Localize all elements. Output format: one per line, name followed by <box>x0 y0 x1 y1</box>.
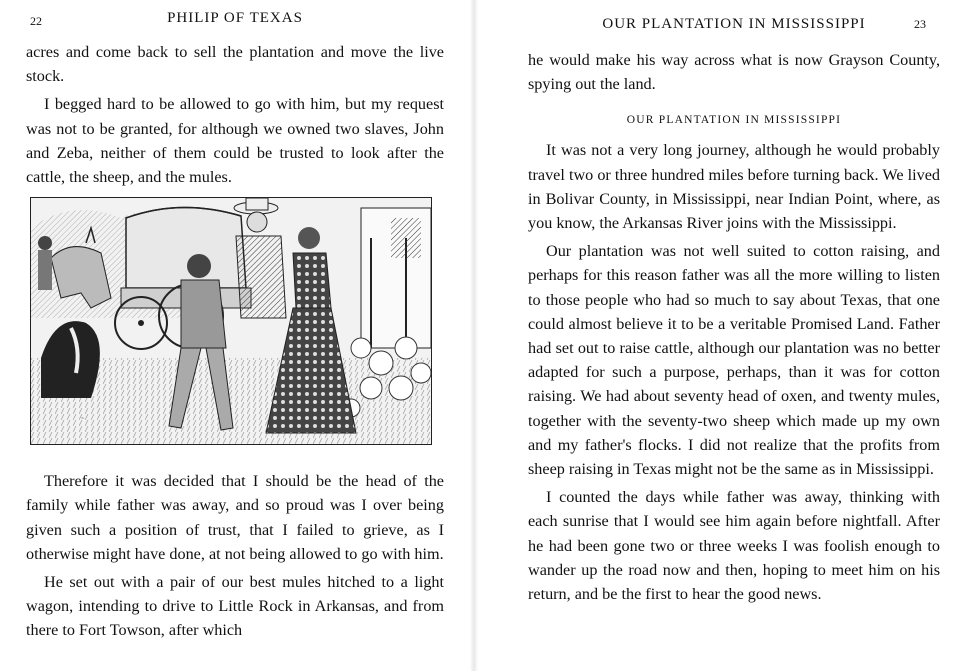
right-paragraph-3: Our plantation was not well suited to cotton raising, and perhaps for this reason father was all the more willing to listen to those people who had so much to say about Texas, that one could almost believe it to be a veritable Promised Land. Father had set out to raise cattle, although our plantation was no better adapted for such a purpose, perhaps, than it was for cotton raising. We had about seventy head of oxen, and twenty mules, together with the seventy-two sheep which made up my own and my father's flocks. I did not realize that the profits from sheep raising in Texas might not be the same as in Mississippi. <box>528 242 940 479</box>
right-page-number: 23 <box>914 17 926 31</box>
left-body-top <box>26 40 444 189</box>
left-page-header <box>26 0 444 40</box>
book-illustration <box>30 197 432 445</box>
right-body <box>528 48 940 606</box>
svg-text:~: ~ <box>81 416 84 423</box>
right-page <box>478 0 954 671</box>
left-running-head: PHILIP OF TEXAS <box>167 10 303 26</box>
right-page-header <box>528 0 940 40</box>
right-paragraph-2: It was not a very long journey, although he would probably travel two or three hundred miles before turning back. We lived in Bolivar County, in Mississippi, near Indian Point, where, as you know, the Arkansas River joins with the Mississippi. <box>528 141 940 233</box>
book-gutter <box>470 0 478 671</box>
right-paragraph-4: I counted the days while father was away, thinking with each sunrise that I would see him again before nightfall. After he had been gone two or three weeks I was foolish enough to wander up the road now and then, hoping to meet him on his return, and be the first to hear the good news. <box>528 488 940 604</box>
left-paragraph-1: acres and come back to sell the plantation and move the live stock. <box>26 43 444 86</box>
left-paragraph-2: I begged hard to be allowed to go with him, but my request was not to be granted, for although we owned two slaves, John and Zeba, neither of them could be trusted to look after the cattle, the sheep, and the mules. <box>26 95 444 187</box>
right-running-head: OUR PLANTATION IN MISSISSIPPI <box>602 16 866 32</box>
left-page <box>0 0 470 671</box>
section-heading: OUR PLANTATION IN MISSISSIPPI <box>626 114 842 127</box>
right-paragraph-1: he would make his way across what is now Grayson County, spying out the land. <box>528 51 940 94</box>
left-body-bottom <box>26 469 444 642</box>
left-paragraph-3: Therefore it was decided that I should be the head of the family while father was away, and so proud was I over being given such a position of trust, that I failed to grieve, as I otherwise might have done, at not being allowed to go with him. <box>26 472 444 563</box>
left-page-number: 22 <box>30 14 42 28</box>
left-paragraph-4: He set out with a pair of our best mules hitched to a light wagon, intending to drive to Little Rock in Arkansas, and from there to Fort Towson, after which <box>26 573 444 640</box>
